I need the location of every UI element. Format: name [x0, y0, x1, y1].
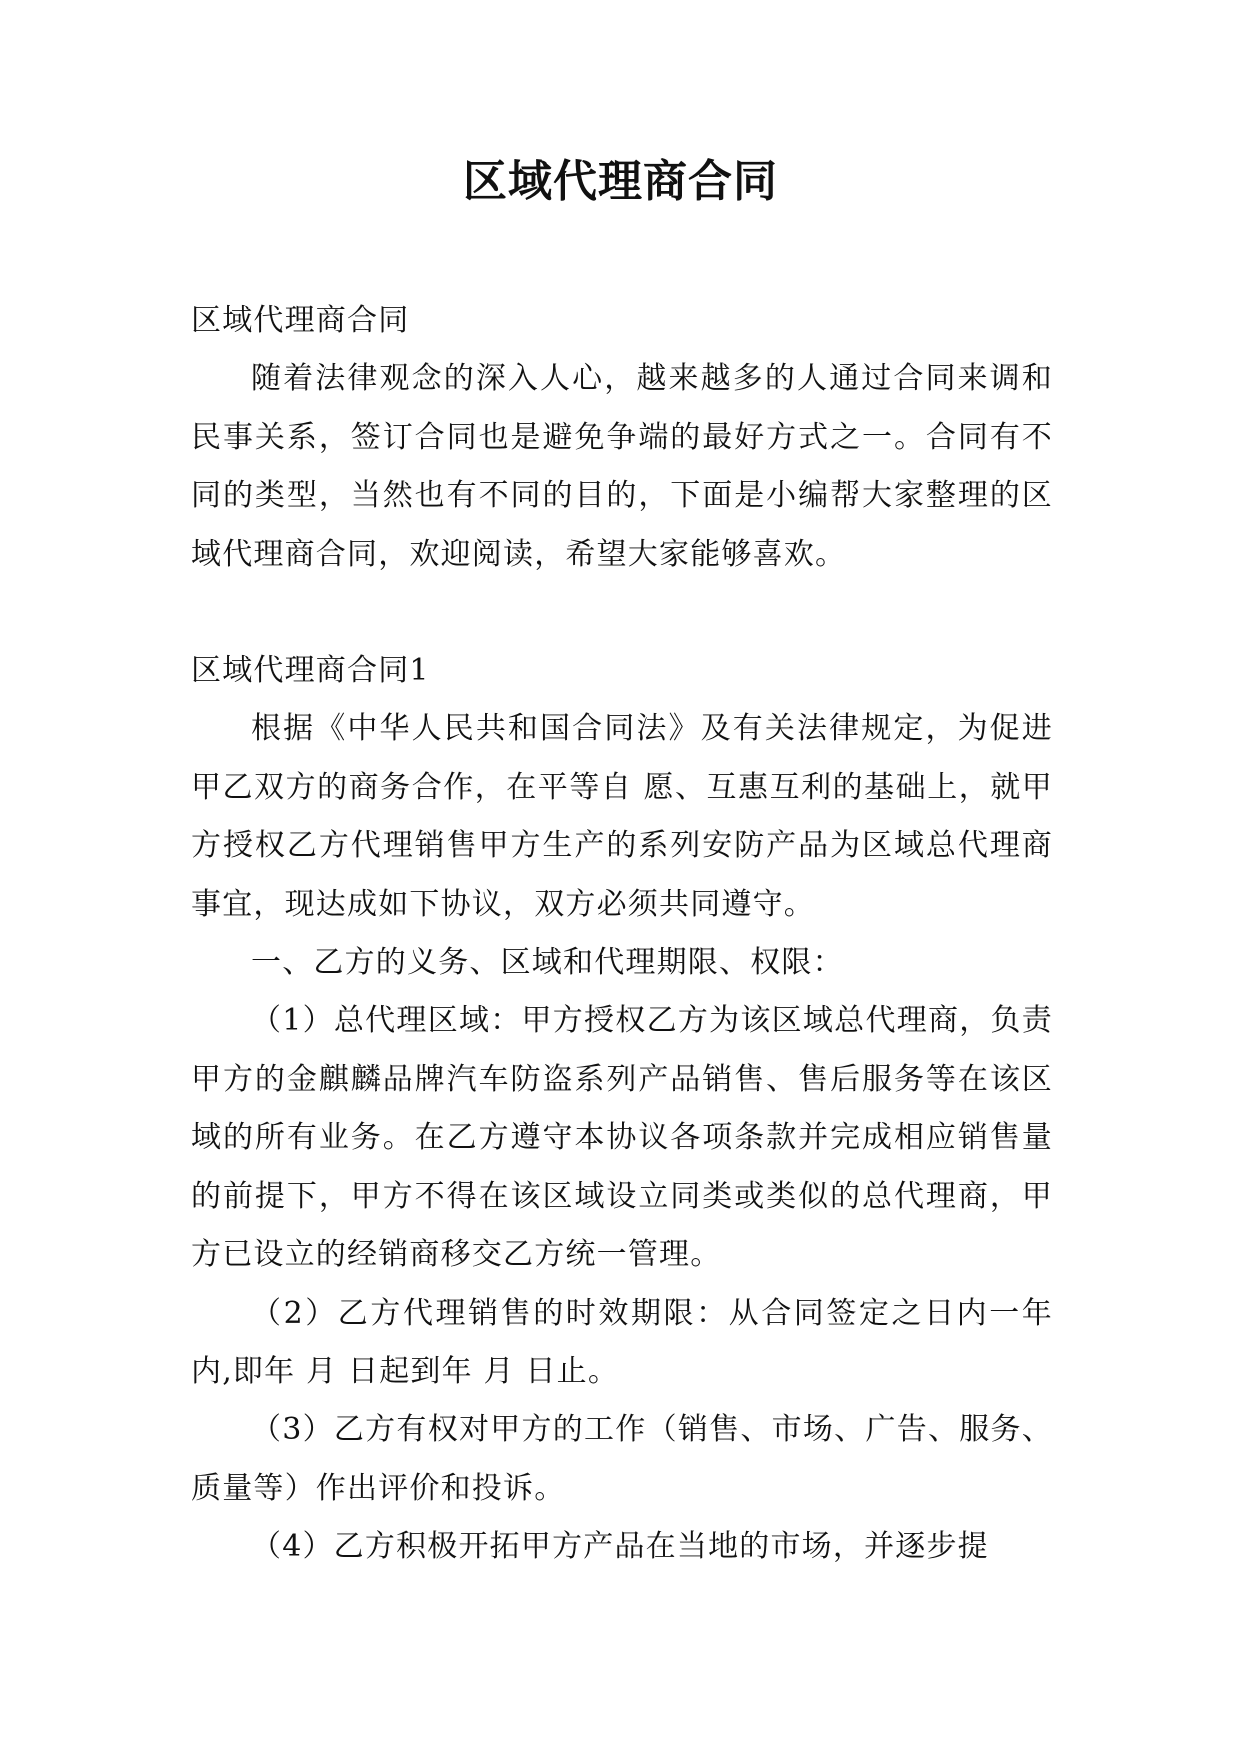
- clause-item-4: （4）乙方积极开拓甲方产品在当地的市场，并逐步提: [251, 1529, 989, 1565]
- document-title: 区域代理商合同: [463, 156, 778, 207]
- preamble-paragraph: 根据《中华人民共和国合同法》及有关法律规定，为促进甲乙双方的商务合作，在平等自 愿、互惠互利的基础上，就甲方授权乙方代理销售甲方生产的系列安防产品为区域总代理商事宜，现达成如下协议，双方必须共同遵守。: [191, 711, 1053, 922]
- section-heading: 区域代理商合同: [191, 303, 410, 338]
- clause-item-3: （3）乙方有权对甲方的工作（销售、市场、广告、服务、质量等）作出评价和投诉。: [191, 1412, 1053, 1506]
- clause-item-2: （2）乙方代理销售的时效期限：从合同签定之日内一年内,即年 月 日起到年 月 日止。: [191, 1295, 1053, 1389]
- clause-heading: 一、乙方的义务、区域和代理期限、权限：: [251, 945, 844, 981]
- contract-heading: 区域代理商合同1: [191, 653, 430, 689]
- clause-item-1: （1）总代理区域：甲方授权乙方为该区域总代理商，负责甲方的金麒麟品牌汽车防盗系列产品销售、售后服务等在该区域的所有业务。在乙方遵守本协议各项条款并完成相应销售量的前提下，甲方不得在该区域设立同类或类似的总代理商，甲方已设立的经销商移交乙方统一管理。: [191, 1003, 1053, 1273]
- document-body: [191, 292, 1053, 1577]
- intro-paragraph: 随着法律观念的深入人心，越来越多的人通过合同来调和民事关系，签订合同也是避免争端的最好方式之一。合同有不同的类型，当然也有不同的目的，下面是小编帮大家整理的区域代理商合同，欢迎阅读，希望大家能够喜欢。: [191, 361, 1053, 572]
